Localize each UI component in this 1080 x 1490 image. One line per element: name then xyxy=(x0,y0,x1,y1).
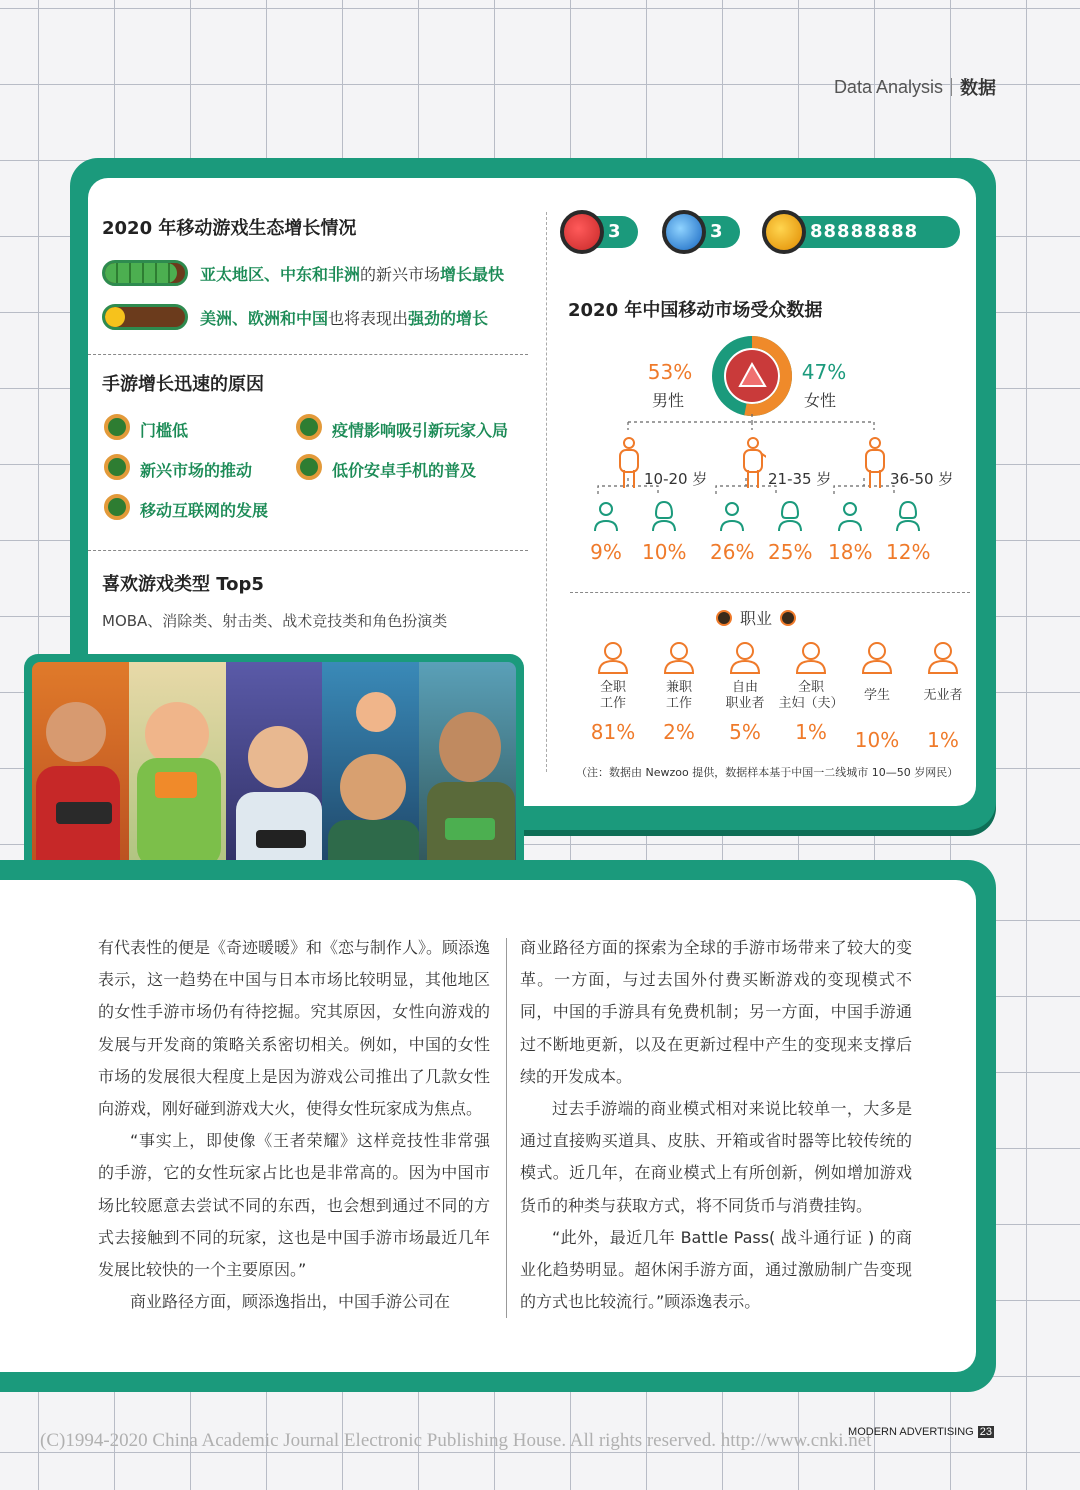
reason-item: 移动互联网的发展 xyxy=(140,501,269,520)
article-panel xyxy=(0,880,976,1372)
page-number: 23 xyxy=(979,1426,992,1438)
arrow-right-icon xyxy=(716,610,732,626)
section-label-cn: 数据 xyxy=(960,78,996,99)
growth-emph-1: 增长最快 xyxy=(440,265,505,284)
female-age-segment xyxy=(642,500,686,564)
column-divider xyxy=(506,938,507,1318)
page-footer xyxy=(848,1426,994,1438)
occupation-label xyxy=(578,680,648,714)
occupation-label-line: 工作 xyxy=(599,696,626,711)
age-pct: 18% xyxy=(828,540,873,564)
growth-bar-fast-fill xyxy=(105,263,177,283)
worker-icon xyxy=(728,640,762,674)
female-icon xyxy=(650,500,678,532)
divider xyxy=(88,550,528,551)
bullet-icon xyxy=(104,494,130,520)
article-column-left xyxy=(98,932,490,1318)
paragraph: 商业路径方面的探索为全球的手游市场带来了较大的变革。一方面，与过去国外付费买断游戏的变现模式不同，中国的手游具有免费机制；另一方面，中国手游通过不断地更新，以及在更新过程中产生的变现来支撑后续的开发成本。 xyxy=(520,938,912,1086)
genres-text: MOBA、消除类、射击类、战术竞技类和角色扮演类 xyxy=(102,612,448,630)
coins-counter xyxy=(768,216,960,248)
reason-item: 门槛低 xyxy=(140,421,189,440)
occupation-label xyxy=(710,680,780,714)
section-label-en: Data Analysis xyxy=(833,76,943,97)
genres-title: 喜欢游戏类型 Top5 xyxy=(102,574,264,595)
gems-value: 3 xyxy=(710,221,723,242)
article-column-right xyxy=(520,932,912,1318)
heart-icon xyxy=(560,210,604,254)
growth-emph-2: 强劲的增长 xyxy=(408,309,489,328)
worker-icon xyxy=(794,640,828,674)
occupation-header xyxy=(716,606,796,629)
worker-icon xyxy=(926,640,960,674)
bullet-icon xyxy=(104,414,130,440)
occupation-label-line: 自由 xyxy=(731,680,758,695)
occupation-label-line: 兼职 xyxy=(665,680,692,695)
growth-bar-fast xyxy=(102,260,188,286)
reason-item: 低价安卓手机的普及 xyxy=(332,461,477,480)
male-icon xyxy=(836,500,864,532)
paragraph: 有代表性的便是《奇迹暖暖》和《恋与制作人》。顾添逸表示，这一趋势在中国与日本市场比较明显，其他地区的女性手游市场仍有待挖掘。究其原因，女性向游戏的发展与开发商的策略关系密切相关。例如，中国的女性市场的发展很大程度上是因为游戏公司推出了几款女性向游戏，刚好碰到游戏大火，使得女性玩家成为焦点。 xyxy=(98,938,491,1119)
paragraph: “事实上，即使像《王者荣耀》这样竞技性非常强的手游，它的女性玩家占比也是非常高的。因为中国市场比较愿意去尝试不同的东西，也会想到通过不同的方式去接触到不同的玩家，这也是中国手游市场最近几年发展比较快的一个主要原因。” xyxy=(98,1131,490,1280)
paragraph: 商业路径方面，顾添逸指出，中国手游公司在 xyxy=(130,1292,451,1312)
female-icon xyxy=(894,500,922,532)
female-label: 女性 xyxy=(804,391,837,410)
person-icon xyxy=(862,436,888,490)
growth-line-2 xyxy=(200,306,488,329)
occupation-label-line: 全职 xyxy=(797,680,824,695)
age-group-36-50 xyxy=(862,436,954,494)
coin-icon xyxy=(762,210,806,254)
reason-item: 疫情影响吸引新玩家入局 xyxy=(332,421,509,440)
age-pct: 12% xyxy=(886,540,931,564)
paragraph: 过去手游端的商业模式相对来说比较单一，大多是通过直接购买道具、皮肤、开箱或省时器等比较传统的模式。近几年，在商业模式上有所创新，例如增加游戏货币的种类与获取方式，将不同货币与消费挂钩。 xyxy=(520,1099,912,1215)
worker-icon xyxy=(860,640,894,674)
male-icon xyxy=(718,500,746,532)
male-age-segment xyxy=(828,500,872,564)
occupation-pct: 10% xyxy=(854,728,900,752)
occupation-label-line: 工作 xyxy=(665,696,692,711)
occupation-pct: 1% xyxy=(795,720,827,744)
worker-icon xyxy=(662,640,696,674)
female-age-segment xyxy=(768,500,812,564)
occupation-item xyxy=(908,640,978,752)
coins-value: 88888888 xyxy=(810,221,919,242)
audience-title: 2020 年中国移动市场受众数据 xyxy=(568,300,823,321)
age-group-10-20 xyxy=(616,436,708,494)
male-label: 男性 xyxy=(652,391,685,410)
growth-mid-1: 的新兴市场 xyxy=(360,265,441,284)
magazine-name: MODERN ADVERTISING xyxy=(848,1426,974,1438)
occupation-item xyxy=(578,640,648,744)
occupation-pct: 81% xyxy=(590,720,636,744)
female-icon xyxy=(776,500,804,532)
female-age-segment xyxy=(886,500,930,564)
growth-bar-strong-fill xyxy=(105,307,125,327)
age-pct: 25% xyxy=(768,540,813,564)
column-divider xyxy=(546,212,547,772)
age-pct: 26% xyxy=(710,540,755,564)
header-divider xyxy=(951,78,952,96)
male-icon xyxy=(592,500,620,532)
growth-bar-strong xyxy=(102,304,188,330)
running-header xyxy=(834,74,996,100)
article-card xyxy=(0,860,996,1392)
age-group-label: 10-20 岁 xyxy=(644,470,708,488)
bullet-icon xyxy=(104,454,130,480)
gems-counter xyxy=(668,216,740,248)
occupation-title: 职业 xyxy=(740,609,773,628)
female-pct: 47% xyxy=(801,360,847,384)
hearts-value: 3 xyxy=(608,221,621,242)
paragraph: “此外，最近几年 Battle Pass( 战斗通行证 ) 的商业化趋势明显。超休闲手游方面，通过激励制广告变现的方式也比较流行。”顾添逸表示。 xyxy=(520,1227,912,1312)
occupation-label xyxy=(644,680,714,714)
occupation-label-line: 主妇（夫） xyxy=(778,696,844,711)
gem-icon xyxy=(662,210,706,254)
growth-mid-2: 也将表现出 xyxy=(328,309,409,328)
occupation-pct: 5% xyxy=(729,720,761,744)
worker-icon xyxy=(596,640,630,674)
occupation-item xyxy=(710,640,780,744)
bullet-icon xyxy=(296,414,322,440)
age-group-label: 21-35 岁 xyxy=(768,470,832,488)
age-group-21-35 xyxy=(740,436,832,494)
occupation-label-line: 职业者 xyxy=(725,696,765,711)
reason-item: 新兴市场的推动 xyxy=(140,461,253,480)
person-icon xyxy=(740,436,766,490)
occupation-pct: 2% xyxy=(663,720,695,744)
reasons-title: 手游增长迅速的原因 xyxy=(102,374,264,395)
male-age-segment xyxy=(584,500,628,564)
occupation-item xyxy=(776,640,846,744)
person-icon xyxy=(616,436,642,490)
occupation-label-line: 学生 xyxy=(863,688,890,703)
occupation-item xyxy=(644,640,714,744)
occupation-label xyxy=(908,688,978,722)
arrow-left-icon xyxy=(780,610,796,626)
occupation-label-line: 全职 xyxy=(599,680,626,695)
gender-donut-chart xyxy=(710,334,794,418)
copyright-watermark: (C)1994-2020 China Academic Journal Electronic Publishing House. All rights reserved. http://www.cnki.net xyxy=(40,1430,872,1451)
bullet-icon xyxy=(296,454,322,480)
age-pct: 9% xyxy=(590,540,622,564)
growth-line-1 xyxy=(200,262,504,285)
hearts-counter xyxy=(566,216,638,248)
occupation-label xyxy=(776,680,846,714)
male-pct: 53% xyxy=(647,360,693,384)
occupation-label xyxy=(842,688,912,722)
growth-title: 2020 年移动游戏生态增长情况 xyxy=(102,218,357,239)
age-group-label: 36-50 岁 xyxy=(890,470,954,488)
data-note: （注：数据由 Newzoo 提供，数据样本基于中国一二线城市 10—50 岁网民） xyxy=(576,766,959,779)
divider xyxy=(570,592,970,593)
growth-regions-2: 美洲、欧洲和中国 xyxy=(200,309,329,328)
occupation-label-line: 无业者 xyxy=(923,688,963,703)
occupation-pct: 1% xyxy=(927,728,959,752)
growth-regions-1: 亚太地区、中东和非洲 xyxy=(200,265,361,284)
divider xyxy=(88,354,528,355)
age-pct: 10% xyxy=(642,540,687,564)
occupation-item xyxy=(842,640,912,752)
male-age-segment xyxy=(710,500,754,564)
